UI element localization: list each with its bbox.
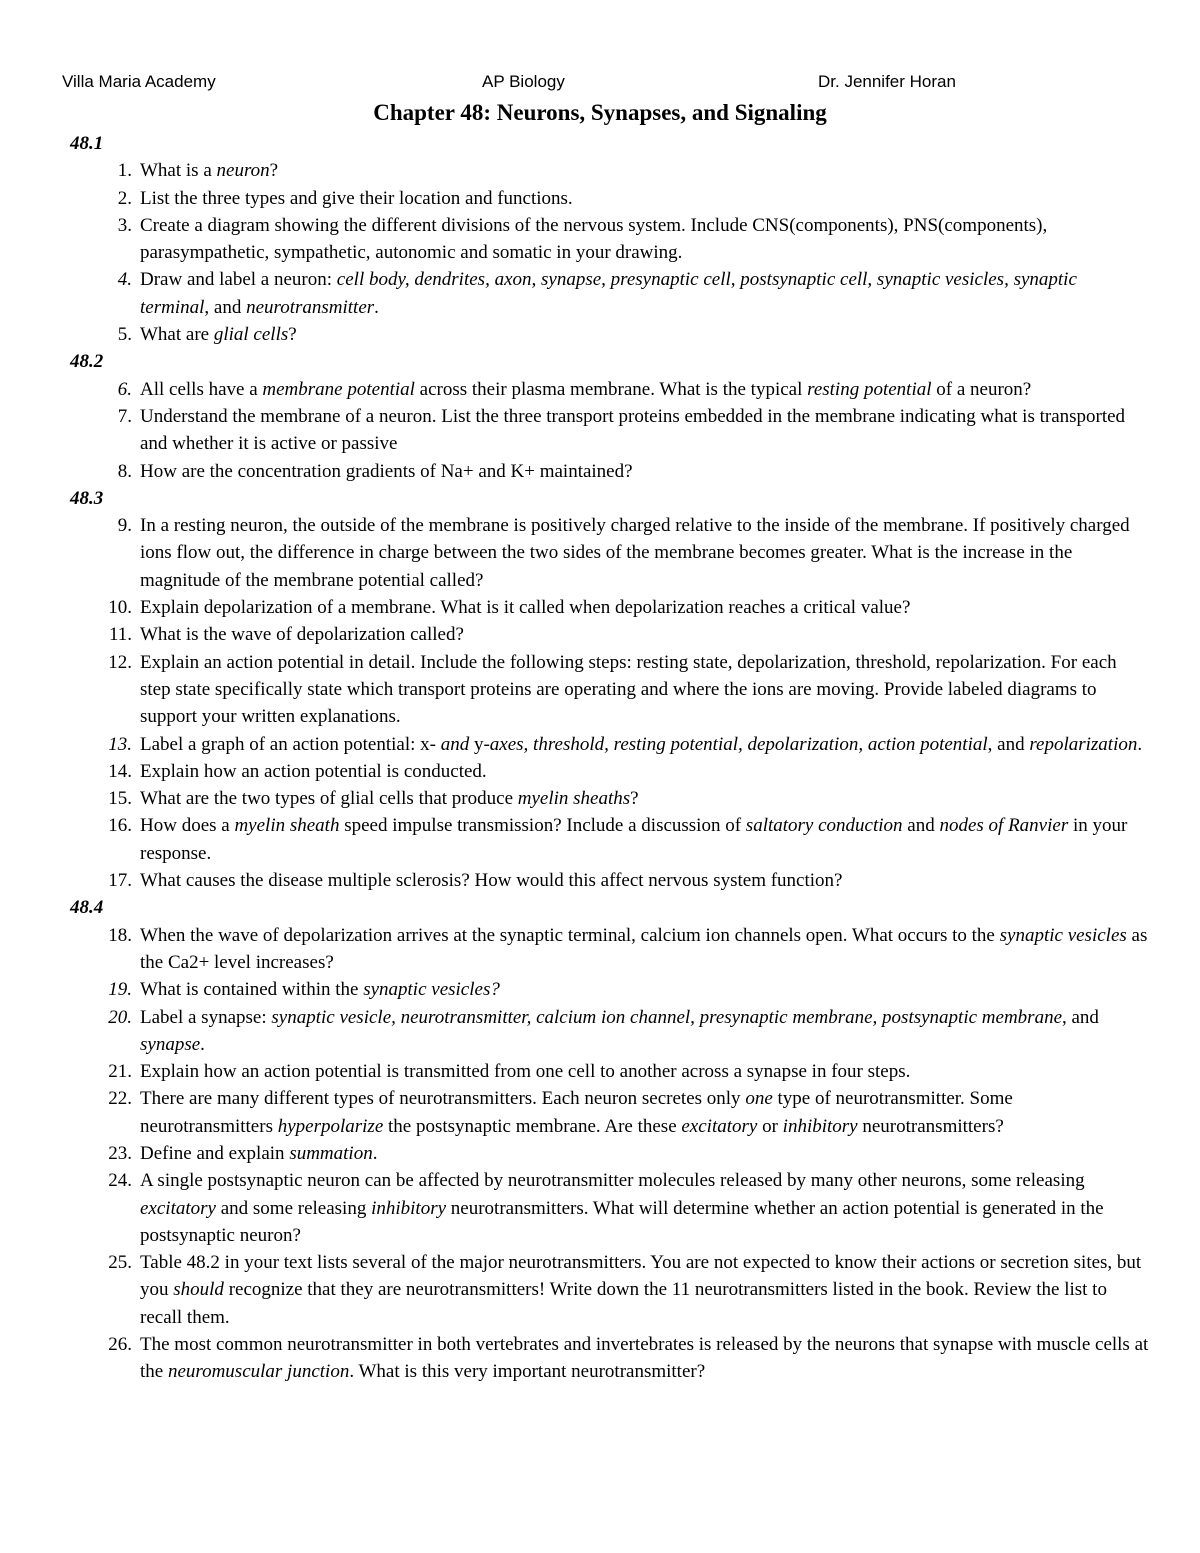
text-run: Draw and label a neuron: xyxy=(140,269,337,291)
text-run: the postsynaptic membrane. Are these xyxy=(383,1115,682,1137)
text-run: Explain depolarization of a membrane. What is it called when depolarization reaches a critical value? xyxy=(140,597,911,619)
question-item xyxy=(70,922,1150,977)
header-school: Villa Maria Academy xyxy=(62,72,216,91)
text-run: of a neuron? xyxy=(931,378,1032,400)
emphasized-term: synaptic vesicle, neurotransmitter, calcium ion channel, presynaptic membrane, postsynaptic membrane xyxy=(271,1006,1062,1028)
question-text xyxy=(140,649,1150,731)
question-text xyxy=(140,266,1150,321)
question-item xyxy=(70,594,1150,621)
text-run: as the Ca2+ level increases? xyxy=(140,924,1148,973)
text-run: Explain how an action potential is transmitted from one cell to another across a synapse in four steps. xyxy=(140,1061,911,1083)
question-item xyxy=(70,157,1150,184)
section-heading: 48.4 xyxy=(70,897,104,919)
text-run: recognize that they are neurotransmitters! Write down the 11 neurotransmitters listed in the book. Review the list to recall them. xyxy=(140,1279,1107,1328)
text-run: speed impulse transmission? Include a discussion of xyxy=(339,815,746,837)
question-text xyxy=(140,212,1150,267)
emphasized-term: myelin sheaths xyxy=(517,788,631,810)
text-run: across their plasma membrane. What is the typical xyxy=(414,378,808,400)
text-run: ? xyxy=(288,324,297,346)
emphasized-term: resting potential xyxy=(807,378,932,400)
question-text xyxy=(140,758,1150,785)
text-run: neurotransmitters? xyxy=(857,1115,1004,1137)
text-run: Understand the membrane of a neuron. List the three transport proteins embedded in the membrane indicating what is transported and whether it is active or passive xyxy=(140,405,1126,455)
text-run: or xyxy=(757,1115,783,1137)
emphasized-term: should xyxy=(173,1279,224,1301)
text-run: The most common neurotransmitter in both vertebrates and invertebrates is released by the neurons that synapse with muscle cells at the xyxy=(140,1334,1149,1383)
question-list xyxy=(70,130,1150,1386)
question-text xyxy=(140,1140,1150,1167)
text-run: How does a xyxy=(140,815,235,837)
emphasized-term: and xyxy=(440,733,470,755)
question-text xyxy=(140,185,1150,212)
text-run: . xyxy=(200,1033,205,1055)
question-item xyxy=(70,185,1150,212)
section-heading: 48.2 xyxy=(70,351,104,373)
text-run: When the wave of depolarization arrives at the synaptic terminal, calcium ion channels open. What occurs to the xyxy=(140,924,1000,946)
emphasized-term: synaptic vesicles xyxy=(999,924,1127,946)
question-text xyxy=(140,1004,1150,1059)
text-run: , and xyxy=(1062,1006,1099,1028)
question-item xyxy=(70,1004,1150,1059)
question-number: 20. xyxy=(108,1006,132,1028)
question-text xyxy=(140,812,1150,867)
question-number: 9. xyxy=(117,515,132,537)
question-number: 18. xyxy=(108,924,132,946)
emphasized-term: excitatory xyxy=(140,1197,216,1219)
text-run: Explain how an action potential is conducted. xyxy=(140,760,487,782)
text-run: In a resting neuron, the outside of the membrane is positively charged relative to the inside of the membrane. If positively charged ions flow out, the difference in charge between the two sides of the membrane becomes greater. What is the increase in the magnitude of the membrane potential called? xyxy=(140,515,1130,591)
question-number: 14. xyxy=(108,760,132,782)
text-run: , and xyxy=(987,733,1030,755)
emphasized-term: repolarization xyxy=(1029,733,1138,755)
question-text xyxy=(140,1085,1150,1140)
question-number: 16. xyxy=(108,815,132,837)
emphasized-term: membrane potential xyxy=(262,378,415,400)
emphasized-term: inhibitory xyxy=(782,1115,858,1137)
emphasized-term: one xyxy=(745,1088,773,1110)
text-run: and xyxy=(902,815,940,837)
question-item xyxy=(70,1331,1150,1386)
emphasized-term: neuron xyxy=(216,160,270,182)
question-number: 11. xyxy=(108,624,132,646)
text-run: What are xyxy=(140,324,214,346)
text-run: What causes the disease multiple sclerosis? How would this affect nervous system function? xyxy=(140,870,843,892)
question-item xyxy=(70,1085,1150,1140)
text-run: Table 48.2 in your text lists several of the major neurotransmitters. You are not expected to know their actions or secretion sites, but you xyxy=(140,1252,1142,1301)
text-run: in your response. xyxy=(140,815,1128,864)
emphasized-term: neuromuscular junction xyxy=(167,1361,350,1383)
emphasized-term: inhibitory xyxy=(371,1197,447,1219)
text-run: Explain an action potential in detail. Include the following steps: resting state, depolarization, threshold, repolarization. For each step state specifically state which transport proteins are operating and where the ions are moving. Provide labeled diagrams to support your written explanations. xyxy=(140,651,1117,728)
section-heading: 48.1 xyxy=(70,133,104,154)
question-text xyxy=(140,1331,1150,1386)
question-text xyxy=(140,621,1150,648)
question-item xyxy=(70,758,1150,785)
question-number: 26. xyxy=(108,1334,132,1356)
text-run: and some releasing xyxy=(215,1197,372,1219)
question-item xyxy=(70,621,1150,648)
header-course: AP Biology xyxy=(482,72,565,91)
question-text xyxy=(140,458,1150,485)
text-run: , and xyxy=(204,296,247,318)
question-item xyxy=(70,512,1150,594)
text-run: What is a xyxy=(140,160,217,182)
question-number: 6. xyxy=(117,378,132,400)
text-run: What is contained within the xyxy=(140,979,364,1001)
question-number: 13. xyxy=(108,733,132,755)
question-number: 17. xyxy=(108,870,132,892)
question-number: 7. xyxy=(117,405,132,427)
text-run: Define and explain xyxy=(140,1142,290,1164)
question-number: 21. xyxy=(108,1061,132,1083)
question-text xyxy=(140,976,1150,1003)
question-number: 25. xyxy=(108,1252,132,1274)
text-run: List the three types and give their location and functions. xyxy=(140,187,573,209)
question-text xyxy=(140,785,1150,812)
question-text xyxy=(140,403,1150,458)
question-text xyxy=(140,731,1150,758)
question-text xyxy=(140,594,1150,621)
emphasized-term: synaptic vesicles? xyxy=(363,979,500,1001)
text-run: ? xyxy=(630,788,639,810)
question-text xyxy=(140,512,1150,594)
text-run: There are many different types of neurotransmitters. Each neuron secretes only xyxy=(140,1088,746,1110)
question-text xyxy=(140,1058,1150,1085)
text-run: . xyxy=(372,1142,378,1164)
emphasized-term: synapse xyxy=(140,1033,201,1055)
question-number: 12. xyxy=(108,651,132,673)
question-item xyxy=(70,458,1150,485)
question-item xyxy=(70,976,1150,1003)
question-item xyxy=(70,867,1150,894)
question-number: 10. xyxy=(108,597,132,619)
question-number: 4. xyxy=(117,269,132,291)
question-text xyxy=(140,1249,1150,1331)
header-teacher: Dr. Jennifer Horan xyxy=(818,72,956,91)
question-text xyxy=(140,157,1150,184)
emphasized-term: cell body, dendrites, axon, synapse, presynaptic cell, postsynaptic cell, synaptic vesicles, synaptic terminal xyxy=(140,269,1077,318)
question-item xyxy=(70,266,1150,321)
question-text xyxy=(140,1167,1150,1249)
text-run: type of neurotransmitter. Some neurotransmitters xyxy=(140,1088,1013,1137)
section-heading: 48.3 xyxy=(70,487,104,509)
question-item xyxy=(70,731,1150,758)
question-item xyxy=(70,212,1150,267)
question-item xyxy=(70,812,1150,867)
emphasized-term: saltatory conduction xyxy=(745,815,903,837)
text-run: . xyxy=(1137,733,1143,755)
question-item xyxy=(70,1167,1150,1249)
question-text xyxy=(140,922,1150,977)
text-run: neurotransmitters. What will determine whether an action potential is generated in the postsynaptic neuron? xyxy=(140,1197,1104,1246)
emphasized-term: myelin sheath xyxy=(234,815,340,837)
question-item xyxy=(70,403,1150,458)
text-run: Label a graph of an action potential: x- xyxy=(140,733,441,755)
question-item xyxy=(70,1058,1150,1085)
page-header xyxy=(62,72,1142,98)
question-number: 1. xyxy=(117,160,132,182)
text-run: Create a diagram showing the different divisions of the nervous system. Include CNS(components), PNS(components), parasympathetic, sympathetic, autonomic and somatic in your drawing. xyxy=(140,214,1048,264)
text-run: ? xyxy=(269,160,279,182)
emphasized-term: glial cells xyxy=(213,324,289,346)
question-number: 5. xyxy=(117,324,132,346)
question-item xyxy=(70,376,1150,403)
question-text xyxy=(140,376,1150,403)
emphasized-term: neurotransmitter xyxy=(246,296,375,318)
text-run: A single postsynaptic neuron can be affected by neurotransmitter molecules released by many other neurons, some releasing xyxy=(140,1170,1085,1192)
question-text xyxy=(140,867,1150,894)
emphasized-term: summation xyxy=(289,1142,373,1164)
text-run: What are the two types of glial cells that produce xyxy=(140,788,518,810)
text-run: How are the concentration gradients of Na+ and K+ maintained? xyxy=(140,460,633,482)
question-number: 15. xyxy=(108,788,132,810)
question-number: 24. xyxy=(108,1170,132,1192)
text-run: y- xyxy=(469,733,490,755)
emphasized-term: excitatory xyxy=(681,1115,758,1137)
text-run: Label a synapse: xyxy=(140,1006,272,1028)
text-run: . What is this very important neurotransmitter? xyxy=(349,1361,706,1383)
text-run: All cells have a xyxy=(140,378,263,400)
question-item xyxy=(70,1140,1150,1167)
question-number: 3. xyxy=(117,214,132,236)
text-run: . xyxy=(374,296,379,318)
question-number: 19. xyxy=(108,979,132,1001)
question-item xyxy=(70,785,1150,812)
question-number: 23. xyxy=(108,1142,132,1164)
question-number: 2. xyxy=(117,187,132,209)
text-run: What is the wave of depolarization called? xyxy=(140,624,464,646)
page-title: Chapter 48: Neurons, Synapses, and Signaling xyxy=(373,100,827,125)
question-item xyxy=(70,1249,1150,1331)
emphasized-term: axes, threshold, resting potential, depolarization, action potential xyxy=(489,733,988,755)
question-number: 8. xyxy=(117,460,132,482)
emphasized-term: nodes of Ranvier xyxy=(939,815,1069,837)
question-item xyxy=(70,649,1150,731)
question-text xyxy=(140,321,1150,348)
question-number: 22. xyxy=(108,1088,132,1110)
emphasized-term: hyperpolarize xyxy=(277,1115,384,1137)
question-item xyxy=(70,321,1150,348)
